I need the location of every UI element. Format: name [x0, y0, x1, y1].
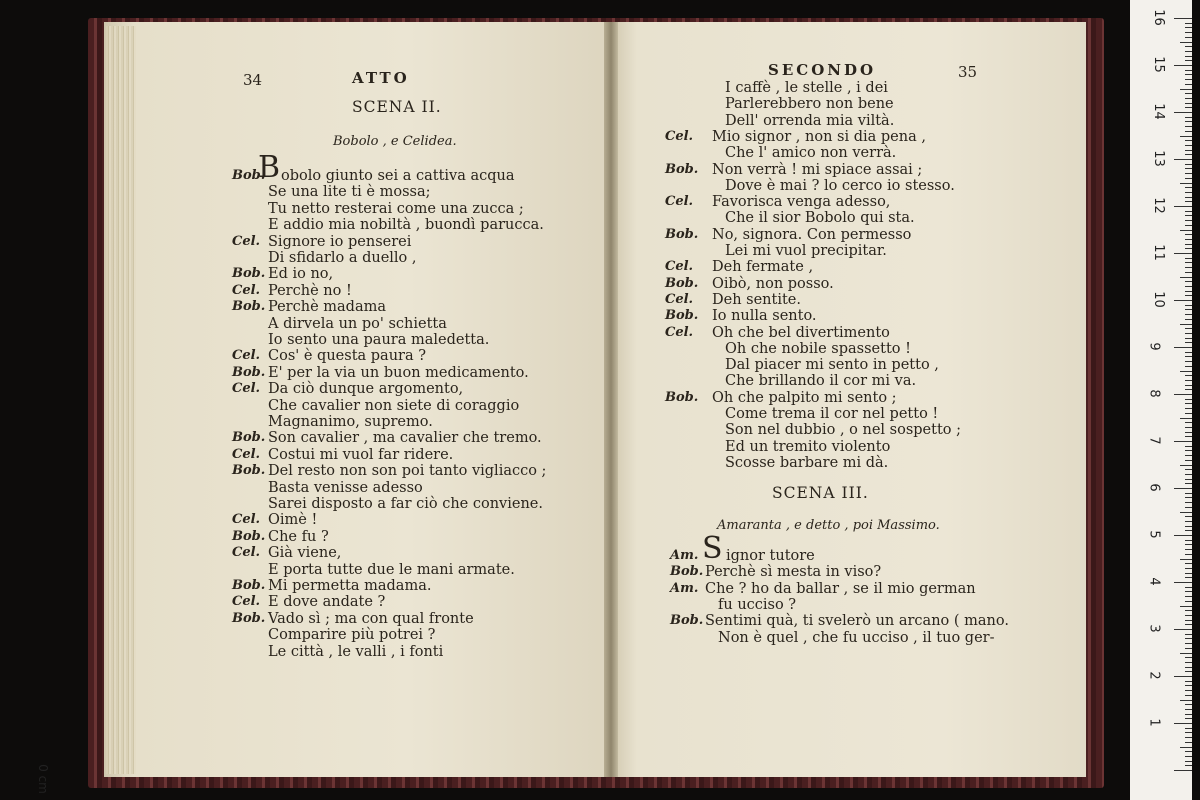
ruler-tick: [1174, 159, 1192, 160]
ruler-tick: [1185, 596, 1192, 597]
ruler-tick: [1185, 765, 1192, 766]
verse-line: Vado sì ; ma con qual fronte: [268, 610, 474, 627]
verse-line: Che brillando il cor mi va.: [725, 373, 917, 390]
ruler-tick: [1185, 23, 1192, 24]
ruler-tick: [1185, 211, 1192, 212]
speaker-label: Bob.: [232, 610, 266, 626]
verse-line: Costui mi vuol far ridere.: [268, 446, 454, 463]
ruler-tick: [1185, 427, 1192, 428]
ruler-tick: [1185, 408, 1192, 409]
scene-characters-right: Amaranta , e detto , poi Massimo.: [717, 518, 940, 533]
ruler-tick: [1185, 549, 1192, 550]
ruler-tick: [1185, 187, 1192, 188]
ruler-tick: [1185, 516, 1192, 517]
ruler-tick: [1185, 295, 1192, 296]
ruler-tick: [1185, 117, 1192, 118]
ruler-tick: [1185, 356, 1192, 357]
verse-line: Magnanimo, supremo.: [268, 414, 433, 430]
page-number-left: 34: [243, 71, 263, 89]
ruler-tick: [1185, 286, 1192, 287]
ruler-tick: [1185, 352, 1192, 353]
ruler-tick: [1185, 79, 1192, 80]
ruler-tick: [1185, 328, 1192, 329]
ruler-tick: [1180, 418, 1192, 419]
drop-cap-left: B: [258, 150, 281, 185]
ruler-number: 13: [1150, 150, 1166, 167]
verse-line: Perchè madama: [268, 299, 386, 316]
ruler-tick: [1185, 610, 1192, 611]
ruler-tick: [1180, 277, 1192, 278]
ruler-tick: [1185, 220, 1192, 221]
verse-line: fu ucciso ?: [718, 596, 797, 613]
speaker-label: Bob.: [232, 266, 266, 282]
ruler-tick: [1185, 319, 1192, 320]
ruler-tick: [1185, 587, 1192, 588]
speaker-label: Bob.: [232, 168, 266, 183]
ruler-tick: [1185, 573, 1192, 574]
speaker-label: Bob.: [232, 364, 266, 380]
verse-line: Non è quel , che fu ucciso , il tuo ger-: [718, 629, 995, 646]
verse-line: Da ciò dunque argomento,: [268, 381, 464, 398]
speaker-label: Bob.: [232, 299, 266, 315]
speaker-label: Cel.: [665, 291, 694, 307]
verse-line: Lei mi vuol precipitar.: [725, 243, 887, 259]
ruler-tick: [1180, 465, 1192, 466]
running-header-left: ATTO: [352, 69, 410, 87]
ruler-tick: [1185, 234, 1192, 235]
speaker-label: Bob.: [665, 389, 699, 405]
ruler-number: 14: [1150, 103, 1166, 120]
ruler-tick: [1185, 497, 1192, 498]
verse-line: Dal piacer mi sento in petto ,: [725, 357, 939, 374]
ruler-tick: [1185, 709, 1192, 710]
ruler-tick: [1185, 624, 1192, 625]
ruler-tick: [1174, 723, 1192, 724]
verse-line: E addio mia nobiltà , buondì parucca.: [268, 217, 544, 234]
ruler-tick: [1185, 432, 1192, 433]
verse-line: ignor tutore: [726, 548, 815, 564]
scene-characters-left: Bobolo , e Celidea.: [333, 134, 457, 149]
speaker-label: Cel.: [232, 446, 261, 462]
speaker-label: Bob.: [665, 308, 699, 324]
ruler-tick: [1185, 248, 1192, 249]
speaker-label: Cel.: [232, 348, 261, 364]
speaker-label: Am.: [670, 548, 699, 563]
verse-line: Scosse barbare mi dà.: [725, 454, 889, 471]
ruler-tick: [1185, 690, 1192, 691]
ruler-tick: [1185, 258, 1192, 259]
speaker-label: Cel.: [232, 282, 261, 298]
running-header-right: SECONDO: [768, 61, 877, 79]
ruler-tick: [1185, 681, 1192, 682]
ruler-tick: [1180, 136, 1192, 137]
ruler-tick: [1185, 305, 1192, 306]
ruler-tick: [1185, 380, 1192, 381]
ruler-tick: [1185, 291, 1192, 292]
ruler-tick: [1185, 554, 1192, 555]
verse-line: Oibò, non posso.: [712, 275, 834, 292]
ruler-tick: [1185, 173, 1192, 174]
ruler-tick: [1185, 695, 1192, 696]
ruler-tick: [1185, 620, 1192, 621]
ruler-tick: [1185, 685, 1192, 686]
ruler-tick: [1180, 42, 1192, 43]
ruler-number: 8: [1146, 389, 1162, 398]
ruler-number: 5: [1146, 530, 1162, 539]
ruler-tick: [1185, 56, 1192, 57]
ruler-tick: [1185, 126, 1192, 127]
ruler-tick: [1185, 413, 1192, 414]
ruler-tick: [1185, 403, 1192, 404]
ruler-tick: [1185, 46, 1192, 47]
ruler-tick: [1185, 51, 1192, 52]
ruler-tick: [1185, 446, 1192, 447]
ruler-tick: [1185, 657, 1192, 658]
ruler-tick: [1174, 676, 1192, 677]
ruler-tick: [1185, 272, 1192, 273]
verse-line: Come trema il cor nel petto !: [725, 406, 939, 422]
speaker-label: Bob.: [232, 430, 266, 446]
speaker-label: Bob.: [670, 564, 704, 580]
verse-line: Che il sior Bobolo qui sta.: [725, 210, 915, 227]
verse-line: obolo giunto sei a cattiva acqua: [281, 168, 515, 184]
verse-line: Io nulla sento.: [712, 308, 817, 325]
verse-line: Che l' amico non verrà.: [725, 145, 897, 162]
ruler-tick: [1185, 638, 1192, 639]
ruler-tick: [1185, 37, 1192, 38]
verse-line: A dirvela un po' schietta: [268, 315, 447, 332]
ruler-tick: [1185, 643, 1192, 644]
ruler-tick: [1185, 526, 1192, 527]
ruler-number: 4: [1146, 577, 1162, 586]
ruler-tick: [1180, 747, 1192, 748]
ruler-tick: [1185, 667, 1192, 668]
ruler-tick: [1185, 140, 1192, 141]
ruler-tick: [1185, 389, 1192, 390]
speaker-label: Bob.: [665, 275, 699, 291]
verse-line: Favorisca venga adesso,: [712, 194, 891, 211]
ruler-tick: [1185, 756, 1192, 757]
ruler-tick: [1185, 601, 1192, 602]
ruler-tick: [1185, 121, 1192, 122]
ruler-number: 7: [1146, 436, 1162, 445]
ruler-tick: [1174, 65, 1192, 66]
verse-line: Del resto non son poi tanto vigliacco ;: [268, 463, 547, 480]
ruler-tick: [1185, 131, 1192, 132]
ruler-tick: [1185, 98, 1192, 99]
ruler-tick: [1174, 253, 1192, 254]
ruler-tick: [1185, 399, 1192, 400]
ruler-tick: [1185, 281, 1192, 282]
ruler-tick: [1185, 502, 1192, 503]
ruler-tick: [1174, 488, 1192, 489]
ruler-tick: [1185, 507, 1192, 508]
ruler-tick: [1185, 568, 1192, 569]
ruler-tick: [1185, 93, 1192, 94]
ruler-tick: [1185, 493, 1192, 494]
verse-line: Comparire più potrei ?: [268, 627, 436, 644]
ruler-tick: [1185, 742, 1192, 743]
ruler-tick: [1174, 582, 1192, 583]
ruler-tick: [1180, 512, 1192, 513]
ruler-tick: [1185, 521, 1192, 522]
ruler-tick: [1185, 530, 1192, 531]
ruler-tick: [1185, 84, 1192, 85]
ruler-tick: [1185, 718, 1192, 719]
verse-line: Tu netto resterai come una zucca ;: [268, 200, 524, 217]
drop-cap-right: S: [702, 531, 723, 566]
ruler-number: 3: [1146, 624, 1162, 633]
ruler-tick: [1185, 333, 1192, 334]
verse-line: Basta venisse adesso: [268, 479, 423, 496]
verse-line: E porta tutte due le mani armate.: [268, 561, 515, 578]
verse-line: Se una lite ti è mossa;: [268, 184, 431, 201]
verse-line: I caffè , le stelle , i dei: [725, 80, 888, 96]
verse-line: Mi permetta madama.: [268, 578, 432, 594]
verse-line: Deh sentite.: [712, 291, 801, 308]
ruler-tick: [1185, 107, 1192, 108]
ruler-tick: [1185, 150, 1192, 151]
verse-line: E' per la via un buon medicamento.: [268, 364, 529, 381]
ruler-tick: [1174, 629, 1192, 630]
speaker-label: Bob.: [232, 528, 266, 544]
ruler-tick: [1185, 215, 1192, 216]
ruler-tick: [1185, 267, 1192, 268]
ruler-tick: [1180, 371, 1192, 372]
verse-line: Io sento una paura maledetta.: [268, 332, 490, 348]
speaker-label: Cel.: [665, 259, 694, 275]
ruler-tick: [1185, 450, 1192, 451]
speaker-label: Cel.: [232, 594, 261, 610]
ruler-tick: [1185, 563, 1192, 564]
verse-line: Deh fermate ,: [712, 259, 814, 276]
ruler-tick: [1185, 262, 1192, 263]
ruler-tick: [1185, 239, 1192, 240]
ruler-tick: [1185, 60, 1192, 61]
verse-line: Oh che palpito mi sento ;: [712, 389, 897, 406]
speaker-label: Bob.: [670, 613, 704, 629]
ruler-tick: [1185, 375, 1192, 376]
ruler-tick: [1185, 455, 1192, 456]
ruler-tick: [1185, 728, 1192, 729]
ruler-tick: [1180, 700, 1192, 701]
speaker-label: Bob.: [665, 161, 699, 177]
ruler-tick: [1185, 422, 1192, 423]
ruler-tick: [1185, 474, 1192, 475]
ruler-tick: [1185, 244, 1192, 245]
verse-line: Ed un tremito violento: [725, 438, 891, 455]
ruler-tick: [1174, 206, 1192, 207]
verse-line: Che cavalier non siete di coraggio: [268, 397, 520, 414]
ruler-tick: [1185, 103, 1192, 104]
ruler-tick: [1174, 18, 1192, 19]
ruler-number: 16: [1150, 9, 1166, 26]
ruler-tick: [1180, 324, 1192, 325]
speaker-label: Cel.: [232, 545, 261, 561]
scene-title-left: SCENA II.: [352, 98, 442, 116]
speaker-label: Cel.: [665, 324, 694, 340]
ruler-tick: [1185, 154, 1192, 155]
ruler-number: 11: [1150, 244, 1166, 261]
speaker-label: Cel.: [665, 128, 694, 144]
verse-line: Oh che bel divertimento: [712, 324, 890, 341]
verse-line: Signore io penserei: [268, 233, 412, 250]
ruler-tick: [1185, 201, 1192, 202]
ruler-tick: [1185, 168, 1192, 169]
ruler-tick: [1185, 732, 1192, 733]
speaker-label: Cel.: [232, 381, 261, 397]
verse-line: Perchè no !: [268, 282, 352, 299]
ruler-number: 12: [1150, 197, 1166, 214]
speaker-label: Bob.: [232, 463, 266, 479]
book-gutter: [604, 22, 618, 777]
ruler-tick: [1180, 606, 1192, 607]
verse-line: Mio signor , non si dia pena ,: [712, 128, 926, 145]
ruler-number: 1: [1146, 718, 1162, 727]
verse-line: Già viene,: [268, 545, 342, 562]
ruler-tick: [1180, 89, 1192, 90]
ruler-tick: [1185, 544, 1192, 545]
ruler-tick: [1185, 70, 1192, 71]
verse-line: Son cavalier , ma cavalier che tremo.: [268, 430, 542, 447]
ruler-tick: [1185, 714, 1192, 715]
ruler-tick: [1174, 441, 1192, 442]
ruler-tick: [1185, 178, 1192, 179]
ruler-tick: [1185, 751, 1192, 752]
ruler-tick: [1174, 347, 1192, 348]
ruler-tick: [1185, 309, 1192, 310]
verse-line: Perchè sì mesta in viso?: [705, 564, 882, 581]
scene-title-right: SCENA III.: [772, 484, 869, 502]
speaker-label: Cel.: [232, 233, 261, 249]
ruler-tick: [1174, 394, 1192, 395]
speaker-label: Am.: [670, 580, 699, 596]
ruler-tick: [1185, 361, 1192, 362]
verse-line: Son nel dubbio , o nel sospetto ;: [725, 422, 962, 439]
ruler-tick: [1185, 27, 1192, 28]
ruler-tick: [1185, 385, 1192, 386]
ruler-tick: [1185, 591, 1192, 592]
ruler-tick: [1185, 483, 1192, 484]
verse-line: Di sfidarlo a duello ,: [268, 250, 417, 266]
ruler-tick: [1185, 342, 1192, 343]
ruler-tick: [1185, 540, 1192, 541]
ruler-tick: [1185, 469, 1192, 470]
verse-line: Non verrà ! mi spiace assai ;: [712, 161, 923, 178]
ruler-tick: [1185, 366, 1192, 367]
ruler-tick: [1185, 225, 1192, 226]
ruler-tick: [1185, 577, 1192, 578]
ruler-tick: [1185, 436, 1192, 437]
verse-line: E dove andate ?: [268, 594, 386, 611]
ruler-tick: [1174, 112, 1192, 113]
ruler-tick: [1185, 671, 1192, 672]
ruler-tick: [1174, 770, 1192, 771]
ruler-tick: [1185, 761, 1192, 762]
speaker-label: Bob.: [665, 226, 699, 242]
ruler-tick: [1185, 164, 1192, 165]
verse-line: Oimè !: [268, 512, 318, 529]
ruler-tick: [1180, 230, 1192, 231]
ruler-tick: [1185, 338, 1192, 339]
ruler-unit: 0 cm: [35, 764, 50, 794]
ruler-tick: [1180, 183, 1192, 184]
ruler-tick: [1180, 653, 1192, 654]
ruler-tick: [1174, 300, 1192, 301]
ruler-tick: [1185, 192, 1192, 193]
ruler-number: 9: [1146, 342, 1162, 351]
ruler-tick: [1185, 634, 1192, 635]
ruler-tick: [1185, 648, 1192, 649]
ruler-tick: [1185, 197, 1192, 198]
ruler-tick: [1185, 479, 1192, 480]
verse-line: Oh che nobile spassetto !: [725, 340, 911, 357]
ruler-tick: [1185, 32, 1192, 33]
ruler-tick: [1185, 314, 1192, 315]
ruler-tick: [1180, 559, 1192, 560]
verse-line: Dell' orrenda mia viltà.: [725, 112, 895, 129]
ruler-tick: [1185, 704, 1192, 705]
ruler-tick: [1185, 737, 1192, 738]
verse-line: Le città , le valli , i fonti: [268, 643, 444, 660]
ruler-tick: [1185, 460, 1192, 461]
verse-line: Dove è mai ? lo cerco io stesso.: [725, 177, 955, 194]
ruler-number: 10: [1150, 291, 1166, 308]
ruler-tick: [1185, 615, 1192, 616]
page-edges: [106, 26, 136, 774]
speaker-label: Cel.: [665, 194, 694, 210]
verse-line: No, signora. Con permesso: [712, 226, 912, 243]
ruler-tick: [1185, 662, 1192, 663]
verse-line: Cos' è questa paura ?: [268, 348, 426, 365]
ruler-tick: [1185, 74, 1192, 75]
verse-line: Parlerebbero non bene: [725, 96, 894, 113]
ruler-tick: [1185, 145, 1192, 146]
ruler-number: 15: [1150, 56, 1166, 73]
measuring-ruler: [1130, 0, 1192, 800]
verse-line: Che ? ho da ballar , se il mio german: [705, 580, 976, 597]
verse-line: Sarei disposto a far ciò che conviene.: [268, 496, 543, 512]
ruler-number: 6: [1146, 483, 1162, 492]
ruler-tick: [1174, 535, 1192, 536]
verse-line: Che fu ?: [268, 528, 329, 545]
ruler-number: 2: [1146, 671, 1162, 680]
verse-line: Sentimi quà, ti svelerò un arcano ( mano.: [705, 613, 1009, 630]
page-number-right: 35: [958, 63, 978, 81]
verse-line: Ed io no,: [268, 266, 334, 283]
speaker-label: Bob.: [232, 578, 266, 593]
speaker-label: Cel.: [232, 512, 261, 528]
